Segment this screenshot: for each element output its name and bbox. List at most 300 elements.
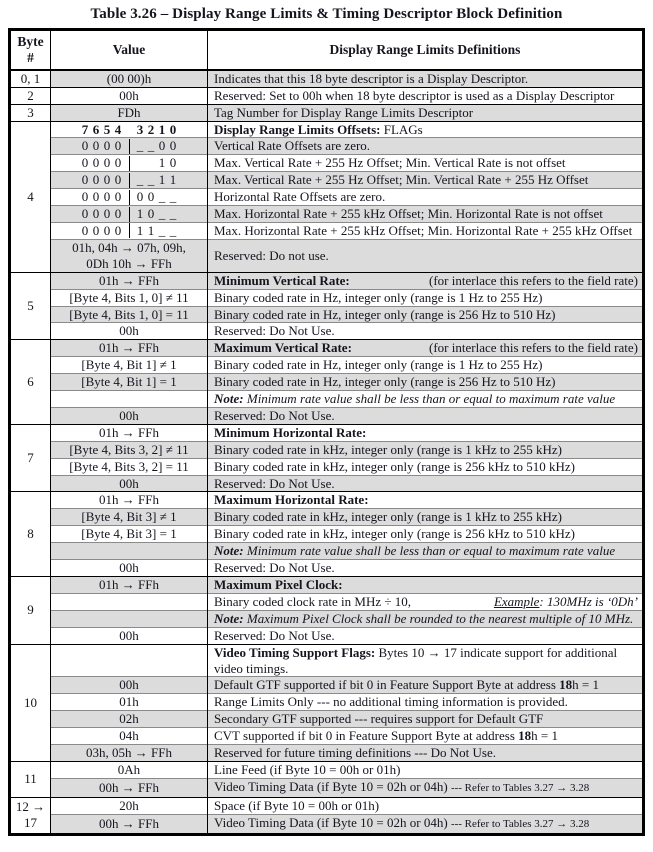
byte-number-cell — [10, 340, 51, 425]
bit: 0 — [103, 206, 111, 222]
definition-cell — [208, 407, 644, 424]
value-cell — [51, 239, 208, 272]
text-segment: Max. Horizontal Rate + 255 kHz Offset; Min. Horizontal Rate + 255 kHz Offset — [214, 222, 633, 238]
bit: 0 — [114, 138, 122, 154]
bit: 0 — [169, 121, 177, 137]
bit: 2 — [147, 121, 155, 137]
bit-positions-header — [54, 122, 204, 138]
bit: 0 — [92, 222, 100, 238]
byte-number-cell — [10, 104, 51, 121]
text-segment: Note: — [214, 543, 244, 559]
definition-cell — [208, 272, 644, 289]
text-segment: Horizontal Rate Offsets are zero. — [214, 189, 386, 205]
definition-cell — [208, 728, 644, 745]
text-segment: : 130MHz is ‘0Dh’ — [539, 593, 638, 609]
table-row — [10, 644, 644, 677]
text-segment: Binary coded rate in Hz, integer only (range is 1 Hz to 255 Hz) — [214, 357, 543, 373]
definition-cell — [208, 239, 644, 272]
bit-pattern — [54, 189, 204, 205]
definition-cell — [208, 357, 644, 374]
value-cell: 00h — [51, 87, 208, 104]
value-cell: 01h → FFh — [51, 577, 208, 594]
definition-right-note — [425, 273, 638, 289]
definition-cell — [208, 391, 644, 408]
table-row — [10, 627, 644, 644]
bit: 0 — [169, 155, 177, 171]
text-segment: Reserved: Do not use. — [214, 247, 329, 263]
bit-pattern — [54, 172, 204, 188]
bit-pattern — [54, 138, 204, 154]
value-cell: 00h — [51, 475, 208, 492]
value-cell: 01h — [51, 694, 208, 711]
definition-cell — [208, 677, 644, 694]
definition-cell — [208, 543, 644, 560]
bit: _ — [158, 189, 166, 205]
text-segment: Maximum Vertical Rate: — [214, 340, 352, 356]
table-body — [10, 70, 644, 834]
definition-cell — [208, 560, 644, 577]
definition-cell — [208, 610, 644, 627]
definition-cell — [208, 155, 644, 172]
text-segment: Binary coded rate in Hz, integer only (range is 256 Hz to 510 Hz) — [214, 374, 556, 390]
byte-number-line: 10 — [24, 694, 37, 710]
table-row — [10, 189, 644, 206]
table-row — [10, 172, 644, 189]
text-segment: Video Timing Data (if Byte 10 = 02h or 04h) — [214, 778, 451, 794]
text-segment: --- Refer to Tables 3.27 → 3.28 — [450, 817, 590, 830]
definition-cell — [208, 778, 644, 797]
text-segment: Reserved for future timing definitions --- Do Not Use. — [214, 745, 496, 761]
value-cell: 01h → FFh — [51, 492, 208, 509]
table-header-row — [10, 30, 644, 70]
table-row — [10, 677, 644, 694]
value-line: 0Dh 10h → FFh — [86, 255, 172, 271]
bit: 0 — [103, 222, 111, 238]
value-cell — [51, 138, 208, 155]
value-cell — [51, 593, 208, 610]
definition-left — [214, 340, 352, 356]
byte-number-line: 9 — [27, 602, 34, 618]
value-cell — [51, 543, 208, 560]
bit: 0 — [81, 138, 89, 154]
table-row — [10, 509, 644, 526]
definition-cell — [208, 526, 644, 543]
text-segment: Vertical Rate Offsets are zero. — [214, 138, 371, 154]
text-segment: Reserved: Do Not Use. — [214, 627, 335, 643]
byte-number-line: 2 — [27, 87, 34, 103]
bit: 1 — [136, 206, 144, 222]
byte-number-line: 12 → — [15, 799, 46, 815]
text-segment: Video Timing Data (if Byte 10 = 02h or 04h) — [214, 814, 451, 830]
table-row — [10, 306, 644, 323]
value-cell: [Byte 4, Bits 3, 2] ≠ 11 — [51, 441, 208, 458]
bit: _ — [147, 172, 155, 188]
text-segment: Default GTF supported if bit 0 in Feature Support Byte at address — [214, 677, 560, 693]
value-cell: [Byte 4, Bits 3, 2] = 11 — [51, 458, 208, 475]
table-row — [10, 70, 644, 87]
definition-left — [214, 594, 411, 610]
bit: 0 — [81, 222, 89, 238]
value-cell — [51, 610, 208, 627]
definition-cell — [208, 492, 644, 509]
text-segment: (for interlace this refers to the field rate) — [429, 272, 638, 288]
text-segment: Binary coded clock rate in MHz ÷ 10, — [214, 593, 412, 609]
definition-cell — [208, 424, 644, 441]
text-segment: Binary coded rate in kHz, integer only (range is 1 kHz to 255 kHz) — [214, 509, 563, 525]
value-cell: [Byte 4, Bits 1, 0] = 11 — [51, 306, 208, 323]
table-row — [10, 340, 644, 357]
table-row — [10, 323, 644, 340]
value-cell: [Byte 4, Bit 3] ≠ 1 — [51, 509, 208, 526]
display-range-limits-table — [8, 28, 645, 836]
nibble-divider — [129, 173, 130, 188]
byte-header-line1: Byte — [17, 34, 44, 49]
bit-pattern — [54, 223, 204, 239]
byte-number-line: 3 — [27, 104, 34, 120]
table-row — [10, 593, 644, 610]
definition-cell — [208, 761, 644, 778]
text-segment: Binary coded rate in kHz, integer only (range is 256 kHz to 510 kHz) — [214, 526, 576, 542]
bit: 0 — [81, 189, 89, 205]
bit: 0 — [92, 172, 100, 188]
text-segment: Note: — [214, 391, 244, 407]
table-row — [10, 492, 644, 509]
bit: 0 — [114, 189, 122, 205]
table-row — [10, 121, 644, 138]
text-segment: Maximum Pixel Clock shall be rounded to the nearest multiple of 10 MHz. — [243, 610, 634, 626]
byte-number-line: 8 — [27, 526, 34, 542]
text-segment: Space (if Byte 10 = 00h or 01h) — [214, 797, 380, 813]
bit: 0 — [114, 155, 122, 171]
definition-cell — [208, 814, 644, 834]
definition-cell — [208, 104, 644, 121]
bit: 0 — [114, 172, 122, 188]
value-cell — [51, 189, 208, 206]
text-segment: Binary coded rate in Hz, integer only (range is 1 Hz to 255 Hz) — [214, 289, 543, 305]
bit: 0 — [103, 138, 111, 154]
bit: _ — [147, 138, 155, 154]
text-segment: Reserved: Do Not Use. — [214, 407, 335, 423]
definition-cell — [208, 323, 644, 340]
text-segment: Range Limits Only --- no additional timing information is provided. — [214, 694, 568, 710]
byte-number-line: 4 — [27, 188, 34, 204]
bit: 0 — [92, 189, 100, 205]
value-cell — [51, 206, 208, 223]
definition-cell — [208, 711, 644, 728]
value-cell: 20h — [51, 797, 208, 814]
table-row — [10, 441, 644, 458]
table-row — [10, 458, 644, 475]
value-cell: 00h — [51, 627, 208, 644]
definition-cell — [208, 745, 644, 762]
value-cell — [51, 222, 208, 239]
byte-number-line: 17 — [24, 815, 37, 831]
bit: 0 — [81, 172, 89, 188]
bit: 0 — [92, 155, 100, 171]
table-row — [10, 711, 644, 728]
bit: 0 — [103, 189, 111, 205]
value-cell: [Byte 4, Bit 1] ≠ 1 — [51, 357, 208, 374]
definition-cell — [208, 694, 644, 711]
nibble-divider — [129, 139, 130, 154]
text-segment: Video Timing Support Flags: — [214, 644, 376, 660]
value-cell: 00h → FFh — [51, 814, 208, 834]
table-row — [10, 391, 644, 408]
bit: 3 — [136, 121, 144, 137]
text-segment: CVT supported if bit 0 in Feature Support Byte at address — [214, 728, 519, 744]
value-cell: 01h → FFh — [51, 340, 208, 357]
definition-cell — [208, 441, 644, 458]
byte-column-header — [10, 30, 51, 70]
text-segment: Binary coded rate in kHz, integer only (range is 256 kHz to 510 kHz) — [214, 458, 576, 474]
text-segment: Reserved: Do Not Use. — [214, 475, 335, 491]
byte-number-cell — [10, 797, 51, 834]
definition-cell — [208, 374, 644, 391]
byte-number-line: 11 — [24, 771, 37, 787]
value-cell: 02h — [51, 711, 208, 728]
value-cell: 01h → FFh — [51, 424, 208, 441]
text-segment: 18 — [518, 728, 532, 744]
bit: 6 — [92, 121, 100, 137]
byte-header-line2: # — [27, 49, 34, 65]
bit: _ — [136, 172, 144, 188]
bit: _ — [136, 138, 144, 154]
byte-number-cell — [10, 87, 51, 104]
table-row — [10, 374, 644, 391]
value-cell: FDh — [51, 104, 208, 121]
definition-cell — [208, 206, 644, 223]
text-segment: Reserved: Set to 00h when 18 byte descriptor is used as a Display Descriptor — [214, 87, 615, 103]
table-row — [10, 155, 644, 172]
bit: 0 — [114, 222, 122, 238]
bit-pattern — [54, 206, 204, 222]
bit: 1 — [158, 155, 166, 171]
definition-cell — [208, 87, 644, 104]
bit: 0 — [158, 138, 166, 154]
bit: 1 — [169, 172, 177, 188]
bit: 0 — [92, 206, 100, 222]
value-cell: [Byte 4, Bit 3] = 1 — [51, 526, 208, 543]
table-row — [10, 475, 644, 492]
bit-pattern — [54, 155, 204, 171]
nibble-divider — [129, 122, 130, 137]
text-segment: Binary coded rate in Hz, integer only (range is 256 Hz to 510 Hz) — [214, 306, 556, 322]
table-row — [10, 577, 644, 594]
definition-cell — [208, 509, 644, 526]
value-cell: 00h — [51, 560, 208, 577]
table-row — [10, 104, 644, 121]
text-segment: h = 1 — [531, 728, 558, 744]
value-cell — [51, 644, 208, 677]
bit: 7 — [81, 121, 89, 137]
definition-right-note — [490, 594, 638, 610]
bit: 4 — [114, 121, 122, 137]
byte-number-cell — [10, 121, 51, 272]
bit: 0 — [81, 155, 89, 171]
table-row — [10, 560, 644, 577]
bit: 1 — [158, 172, 166, 188]
text-segment: Max. Vertical Rate + 255 Hz Offset; Min. Vertical Rate + 255 Hz Offset — [214, 172, 589, 188]
bit: 0 — [136, 189, 144, 205]
definition-cell — [208, 475, 644, 492]
text-segment: (for interlace this refers to the field rate) — [429, 340, 638, 356]
text-segment: Maximum Horizontal Rate: — [214, 492, 369, 508]
table-row — [10, 728, 644, 745]
table-row — [10, 239, 644, 272]
bit: 0 — [103, 172, 111, 188]
definition-cell — [208, 593, 644, 610]
byte-number-cell — [10, 70, 51, 87]
text-segment: Bytes 10 → 17 indicate support for additional video timings. — [214, 644, 618, 676]
definitions-column-header: Display Range Limits Definitions — [208, 30, 644, 70]
table-row — [10, 138, 644, 155]
byte-number-line: 7 — [27, 450, 34, 466]
table-row — [10, 814, 644, 834]
table-row — [10, 206, 644, 223]
bit: 0 — [92, 138, 100, 154]
table-row — [10, 543, 644, 560]
text-segment: Minimum Horizontal Rate: — [214, 424, 367, 440]
bit: 0 — [169, 138, 177, 154]
value-line: 01h, 04h → 07h, 09h, — [72, 239, 186, 255]
value-cell — [51, 121, 208, 138]
definition-cell — [208, 289, 644, 306]
bit: 1 — [136, 222, 144, 238]
definition-with-right-note — [214, 273, 638, 289]
text-segment: Minimum rate value shall be less than or equal to maximum rate value — [243, 543, 616, 559]
definition-cell — [208, 138, 644, 155]
value-cell: [Byte 4, Bit 1] = 1 — [51, 374, 208, 391]
bit: 0 — [114, 206, 122, 222]
text-segment: --- Refer to Tables 3.27 → 3.28 — [450, 781, 590, 794]
bit: 0 — [81, 206, 89, 222]
nibble-divider — [129, 207, 130, 222]
bit: 0 — [103, 155, 111, 171]
definition-cell — [208, 458, 644, 475]
table-row — [10, 778, 644, 797]
nibble-divider — [129, 156, 130, 171]
byte-number-cell — [10, 492, 51, 577]
value-cell: 04h — [51, 728, 208, 745]
text-segment: Max. Vertical Rate + 255 Hz Offset; Min. Vertical Rate is not offset — [214, 155, 566, 171]
bit: 5 — [103, 121, 111, 137]
table-row — [10, 526, 644, 543]
table-row — [10, 761, 644, 778]
definition-cell — [208, 70, 644, 87]
definition-cell — [208, 121, 644, 138]
bit: _ — [169, 206, 177, 222]
byte-number-line: 5 — [27, 298, 34, 314]
byte-number-cell — [10, 644, 51, 761]
definition-cell — [208, 797, 644, 814]
table-row — [10, 745, 644, 762]
bit: _ — [169, 222, 177, 238]
table-row — [10, 797, 644, 814]
definition-left — [214, 273, 350, 289]
value-cell — [51, 155, 208, 172]
bit: 0 — [147, 189, 155, 205]
byte-number-cell — [10, 761, 51, 797]
text-segment: Max. Horizontal Rate + 255 kHz Offset; Min. Horizontal Rate is not offset — [214, 206, 603, 222]
table-row — [10, 407, 644, 424]
text-segment: Example — [493, 593, 540, 609]
bit: _ — [158, 222, 166, 238]
table-row — [10, 610, 644, 627]
value-cell: 00h — [51, 407, 208, 424]
table-row — [10, 222, 644, 239]
byte-number-cell — [10, 424, 51, 492]
bit: 1 — [158, 121, 166, 137]
text-segment: Minimum rate value shall be less than or equal to maximum rate value — [243, 391, 616, 407]
value-cell: 03h, 05h → FFh — [51, 745, 208, 762]
definition-cell — [208, 172, 644, 189]
byte-number-cell — [10, 272, 51, 340]
byte-number-cell — [10, 577, 51, 645]
definition-with-right-note — [214, 340, 638, 356]
definition-with-right-note — [214, 594, 638, 610]
definition-cell — [208, 644, 644, 677]
definition-cell — [208, 189, 644, 206]
value-cell: 00h — [51, 323, 208, 340]
bit: 1 — [147, 222, 155, 238]
byte-number-line: 0, 1 — [20, 70, 41, 86]
bit: 0 — [147, 206, 155, 222]
nibble-divider — [129, 223, 130, 238]
definition-cell — [208, 306, 644, 323]
table-row — [10, 87, 644, 104]
table-row — [10, 357, 644, 374]
text-segment: Maximum Pixel Clock: — [214, 577, 343, 592]
text-segment: Indicates that this 18 byte descriptor is a Display Descriptor. — [214, 70, 529, 86]
text-segment: FLAGs — [380, 121, 423, 137]
definition-cell — [208, 340, 644, 357]
text-segment: Note: — [214, 610, 244, 626]
value-cell: (00 00)h — [51, 70, 208, 87]
text-segment: Reserved: Do Not Use. — [214, 323, 335, 339]
value-cell: 00h → FFh — [51, 778, 208, 797]
value-column-header: Value — [51, 30, 208, 70]
text-segment: 18 — [559, 677, 573, 693]
value-cell: 00h — [51, 677, 208, 694]
text-segment: Line Feed (if Byte 10 = 00h or 01h) — [214, 761, 401, 777]
value-cell — [51, 172, 208, 189]
text-segment: Tag Number for Display Range Limits Descriptor — [214, 104, 474, 120]
table-row — [10, 272, 644, 289]
definition-cell — [208, 222, 644, 239]
text-segment: Minimum Vertical Rate: — [214, 272, 350, 288]
table-row — [10, 424, 644, 441]
value-cell: 0Ah — [51, 761, 208, 778]
value-cell: 01h → FFh — [51, 272, 208, 289]
text-segment: Binary coded rate in kHz, integer only (range is 1 kHz to 255 kHz) — [214, 441, 563, 457]
bit: _ — [158, 206, 166, 222]
definition-cell — [208, 577, 644, 594]
bit: _ — [169, 189, 177, 205]
page-title: Table 3.26 – Display Range Limits & Timing Descriptor Block Definition — [90, 6, 563, 22]
text-segment: Reserved: Do Not Use. — [214, 560, 335, 576]
nibble-divider — [129, 190, 130, 205]
text-segment: Display Range Limits Offsets: — [214, 121, 381, 137]
value-cell: [Byte 4, Bits 1, 0] ≠ 11 — [51, 289, 208, 306]
value-cell — [51, 391, 208, 408]
table-row — [10, 694, 644, 711]
byte-number-line: 6 — [27, 374, 34, 390]
text-segment: Secondary GTF supported --- requires support for Default GTF — [214, 711, 544, 727]
text-segment: h = 1 — [572, 677, 600, 693]
definition-right-note — [425, 340, 638, 356]
definition-cell — [208, 627, 644, 644]
table-row — [10, 289, 644, 306]
